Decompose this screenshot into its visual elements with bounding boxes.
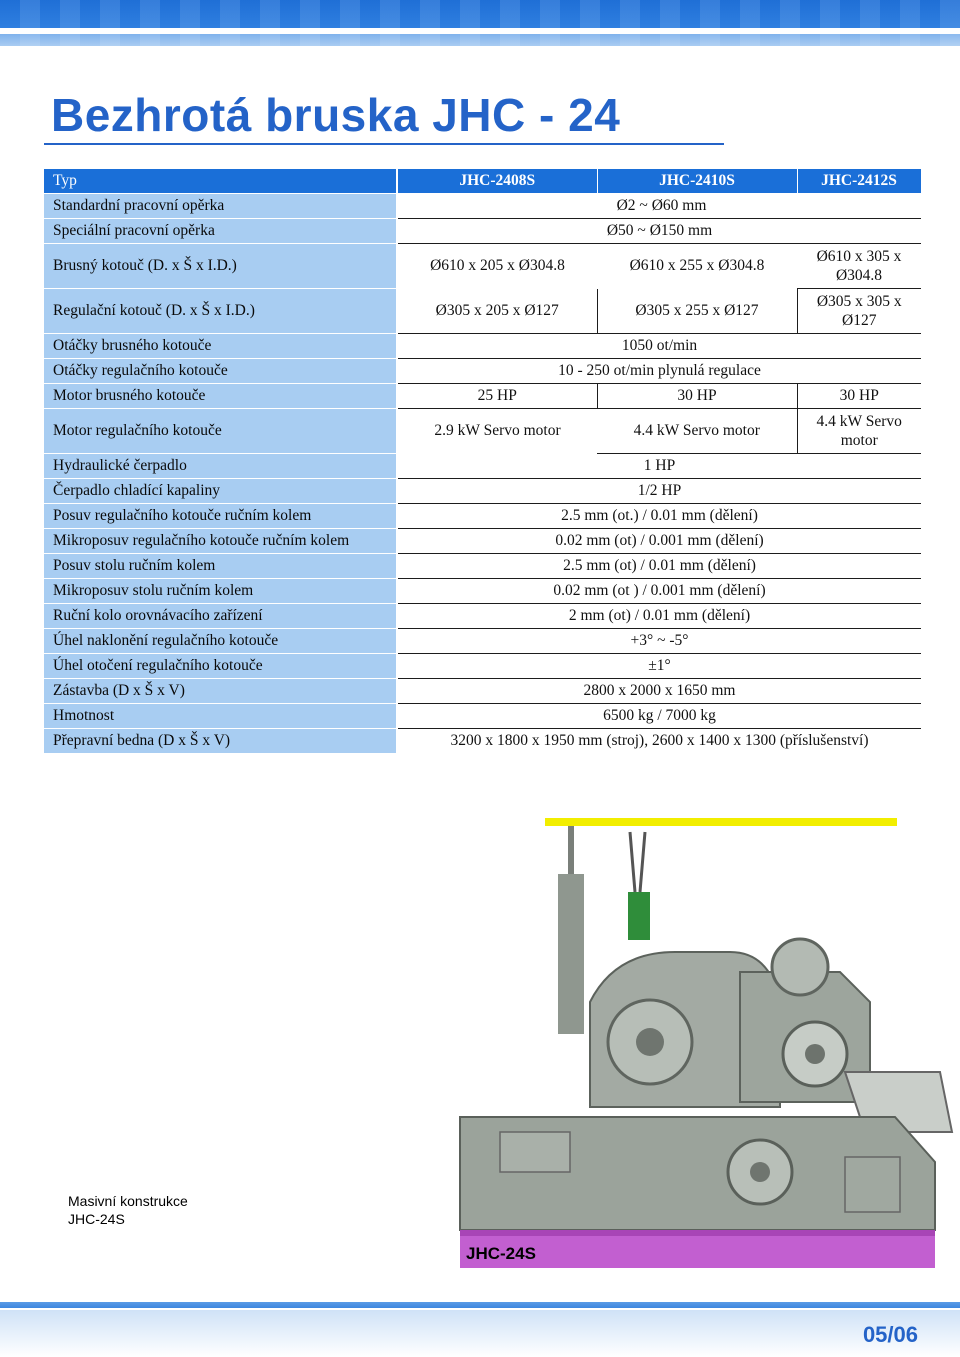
table-row — [44, 629, 921, 654]
row-label: Mikroposuv regulačního kotouče ručním kolem — [44, 529, 397, 554]
row-value: 2.5 mm (ot) / 0.01 mm (dělení) — [397, 554, 921, 579]
row-value: 2800 x 2000 x 1650 mm — [397, 679, 921, 704]
table-row — [44, 579, 921, 604]
table-row — [44, 359, 921, 384]
table-row — [44, 409, 921, 454]
row-label: Regulační kotouč (D. x Š x I.D.) — [44, 289, 397, 334]
model-column-header: JHC-2408S — [397, 169, 597, 194]
row-value: 2.5 mm (ot.) / 0.01 mm (dělení) — [397, 504, 921, 529]
row-value: Ø50 ~ Ø150 mm — [397, 219, 921, 244]
table-row — [44, 654, 921, 679]
table-row — [44, 194, 921, 219]
row-label: Motor brusného kotouče — [44, 384, 397, 409]
row-value: 2 mm (ot) / 0.01 mm (dělení) — [397, 604, 921, 629]
row-label: Brusný kotouč (D. x Š x I.D.) — [44, 244, 397, 289]
row-label: Ruční kolo orovnávacího zařízení — [44, 604, 397, 629]
row-value: Ø610 x 255 x Ø304.8 — [629, 257, 765, 275]
table-row — [44, 729, 921, 754]
table-row — [44, 219, 921, 244]
row-label: Standardní pracovní opěrka — [44, 194, 397, 219]
table-row — [44, 554, 921, 579]
model-caption: JHC-24S — [466, 1244, 536, 1263]
machine-illustration — [440, 802, 960, 1280]
row-label: Posuv regulačního kotouče ručním kolem — [44, 504, 397, 529]
row-value: 2.9 kW Servo motor — [434, 422, 561, 440]
row-value: 1050 ot/min — [397, 334, 921, 359]
row-value: Ø305 x 205 x Ø127 — [397, 289, 597, 334]
table-row — [44, 334, 921, 359]
table-row — [44, 679, 921, 704]
row-label: Motor regulačního kotouče — [44, 409, 397, 454]
table-row — [44, 529, 921, 554]
title-underline — [44, 143, 724, 145]
table-row — [44, 704, 921, 729]
column — [558, 874, 584, 1034]
row-label: Otáčky regulačního kotouče — [44, 359, 397, 384]
header-label: Typ — [44, 169, 397, 194]
row-value: Ø305 x 305 x Ø127 — [797, 289, 921, 334]
model-column-header: JHC-2410S — [597, 169, 797, 194]
table-row — [44, 604, 921, 629]
spec-table — [44, 169, 922, 754]
table-row — [44, 454, 921, 479]
row-value: 0.02 mm (ot) / 0.001 mm (dělení) — [397, 529, 921, 554]
row-value: 30 HP — [797, 384, 921, 409]
table-row — [44, 384, 921, 409]
page-number: 05/06 — [862, 1322, 918, 1347]
row-label: Otáčky brusného kotouče — [44, 334, 397, 359]
row-value: 4.4 kW Servo motor — [597, 409, 797, 454]
regulating-wheel — [772, 939, 828, 995]
row-value: Ø305 x 255 x Ø127 — [597, 289, 797, 334]
row-value: ±1° — [397, 654, 921, 679]
table-row — [44, 479, 921, 504]
row-value: 30 HP — [597, 384, 797, 409]
row-value: 6500 kg / 7000 kg — [397, 704, 921, 729]
caption-line: JHC-24S — [68, 1211, 125, 1227]
row-label: Hydraulické čerpadlo — [44, 454, 397, 479]
table-header-row — [44, 169, 921, 194]
row-value: Ø610 x 305 x Ø304.8 — [797, 244, 921, 289]
table-row — [44, 289, 921, 334]
table-row — [44, 244, 921, 289]
row-value: 25 HP — [397, 384, 597, 409]
row-value: 10 - 250 ot/min plynulá regulace — [397, 359, 921, 384]
row-label: Posuv stolu ručním kolem — [44, 554, 397, 579]
row-value: Ø610 x 205 x Ø304.8 — [430, 257, 565, 275]
construction-caption — [68, 1192, 188, 1228]
model-column-header: JHC-2412S — [797, 169, 921, 194]
row-label: Hmotnost — [44, 704, 397, 729]
coolant-boom — [545, 818, 897, 826]
bottom-decor-band — [0, 1298, 960, 1357]
row-label: Přepravní bedna (D x Š x V) — [44, 729, 397, 754]
row-value: 3200 x 1800 x 1950 mm (stroj), 2600 x 1400 x 1300 (příslušenství) — [450, 732, 869, 750]
row-value: 0.02 mm (ot ) / 0.001 mm (dělení) — [397, 579, 921, 604]
caption-line: Masivní konstrukce — [68, 1193, 188, 1209]
row-label: Úhel otočení regulačního kotouče — [44, 654, 397, 679]
row-label: Čerpadlo chladící kapaliny — [44, 479, 397, 504]
row-value: 1/2 HP — [397, 479, 921, 504]
page-title: Bezhrotá bruska JHC - 24 — [51, 89, 621, 141]
row-value: +3° ~ -5° — [397, 629, 921, 654]
row-label: Zástavba (D x Š x V) — [44, 679, 397, 704]
row-label: Speciální pracovní opěrka — [44, 219, 397, 244]
row-value: 4.4 kW Servo motor — [797, 409, 921, 454]
table-row — [44, 504, 921, 529]
row-label: Úhel naklonění regulačního kotouče — [44, 629, 397, 654]
row-label: Mikroposuv stolu ručním kolem — [44, 579, 397, 604]
top-decor-band — [0, 0, 960, 52]
row-value: Ø2 ~ Ø60 mm — [397, 194, 921, 219]
row-value: 1 HP — [397, 454, 921, 479]
coolant-tank — [628, 892, 650, 940]
